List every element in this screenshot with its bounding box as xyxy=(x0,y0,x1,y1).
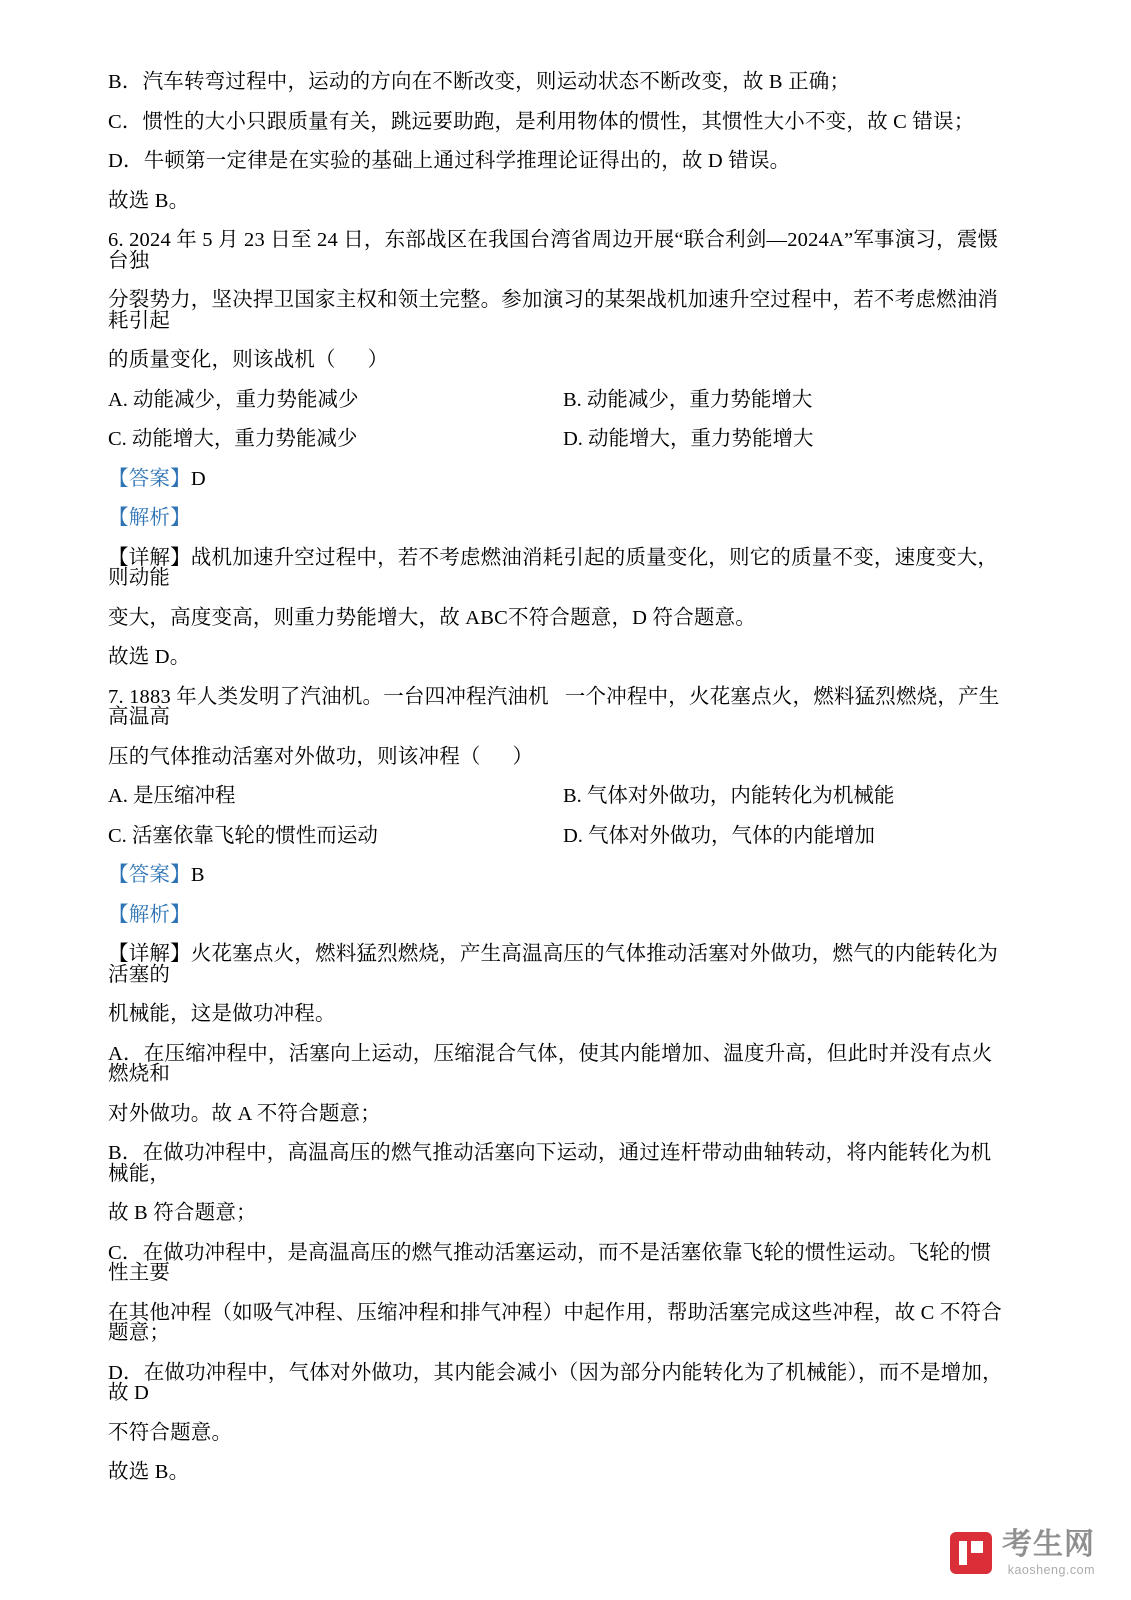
q6-answer-value: D xyxy=(190,467,206,490)
q7-stem-line-1: 7. 1883 年人类发明了汽油机。一台四冲程汽油机 一个冲程中，火花塞点火，燃料猛烈燃烧，产生高温高 xyxy=(108,685,1000,728)
q7-explain-c-line-2: 在其他冲程（如吸气冲程、压缩冲程和排气冲程）中起作用，帮助活塞完成这些冲程，故 C 不符合题意； xyxy=(108,1301,1002,1344)
q7-conclusion-text: 故选 B。 xyxy=(108,1461,190,1483)
q7-explain-b xyxy=(108,1143,1011,1224)
q5-option-d xyxy=(108,151,1011,172)
q7-conclusion xyxy=(108,1462,1011,1483)
q5-option-b-text: B．汽车转弯过程中，运动的方向在不断改变，则运动状态不断改变，故 B 正确； xyxy=(108,71,851,93)
q7-options-row-1 xyxy=(108,786,1011,807)
q6-options-row-1 xyxy=(108,390,1011,411)
q7-explain-b-line-2: 故 B 符合题意； xyxy=(108,1202,257,1224)
q7-answer xyxy=(108,865,1011,886)
q6-option-c: C. 动能增大，重力势能减少 xyxy=(108,428,358,450)
q5-option-c-text: C．惯性的大小只跟质量有关，跳远要助跑，是利用物体的惯性，其惯性大小不变，故 C 错误； xyxy=(108,110,975,133)
q6-stem-line-1: 6. 2024 年 5 月 23 日至 24 日，东部战区在我国台湾省周边开展“联合利剑—2024A”军事演习，震慑台独 xyxy=(108,229,999,272)
q5-conclusion-text: 故选 B。 xyxy=(108,189,190,212)
q5-option-d-text: D．牛顿第一定律是在实验的基础上通过科学推理论证得出的，故 D 错误。 xyxy=(108,150,791,172)
q7-detail-line-2: 机械能，这是做功冲程。 xyxy=(108,1003,336,1025)
q6-options-row-2 xyxy=(108,429,1011,450)
q7-explain-a xyxy=(108,1044,1011,1125)
watermark-text xyxy=(1002,1527,1095,1577)
q6-option-d: D. 动能增大，重力势能增大 xyxy=(563,428,814,450)
q6-detail-line-1: 【详解】战机加速升空过程中，若不考虑燃油消耗引起的质量变化，则它的质量不变，速度变大，则动能 xyxy=(108,546,999,589)
q7-analysis-label-row xyxy=(108,905,1011,926)
q6-stem-line-3: 的质量变化，则该战机（ ） xyxy=(108,349,389,371)
q7-explain-d xyxy=(108,1363,1011,1444)
q7-detail-line-1: 【详解】火花塞点火，燃料猛烈燃烧，产生高温高压的气体推动活塞对外做功，燃气的内能转化为活塞的 xyxy=(108,943,999,986)
q5-option-c xyxy=(108,112,1011,133)
q6-stem xyxy=(108,230,1011,371)
q7-stem xyxy=(108,687,1011,768)
watermark xyxy=(950,1527,1095,1577)
q6-conclusion-text: 故选 D。 xyxy=(108,646,191,668)
q7-explain-d-line-1: D．在做功冲程中，气体对外做功，其内能会减小（因为部分内能转化为了机械能），而不是增加，故 D xyxy=(108,1361,1003,1404)
q6-analysis-line xyxy=(108,508,1011,529)
q6-conclusion xyxy=(108,647,1011,668)
q6-stem-line-2: 分裂势力，坚决捍卫国家主权和领土完整。参加演习的某架战机加速升空过程中，若不考虑燃油消耗引起 xyxy=(108,289,999,332)
q7-explain-c xyxy=(108,1243,1011,1344)
q7-explain-d-line-2: 不符合题意。 xyxy=(108,1421,233,1444)
q7-explain-c-line-1: C．在做功冲程中，是高温高压的燃气推动活塞运动，而不是活塞依靠飞轮的惯性运动。飞轮的惯性主要 xyxy=(108,1241,992,1284)
q6-analysis-label: 【解析】 xyxy=(108,507,191,529)
q6-answer xyxy=(108,469,1011,490)
q6-option-a: A. 动能减少，重力势能减少 xyxy=(108,388,359,411)
q7-detail xyxy=(108,944,1011,1025)
q6-detail-line-2: 变大，高度变高，则重力势能增大，故 ABC不符合题意，D 符合题意。 xyxy=(108,606,757,629)
watermark-logo-icon xyxy=(950,1532,992,1574)
q7-explain-a-line-2: 对外做功。故 A 不符合题意； xyxy=(108,1102,381,1125)
watermark-en-text: kaosheng.com xyxy=(1007,1562,1095,1577)
q7-answer-value: B xyxy=(190,864,205,886)
q6-analysis-label-row xyxy=(108,508,1011,529)
q7-option-b: B. 气体对外做功，内能转化为机械能 xyxy=(563,785,895,807)
q5-option-b xyxy=(108,72,1011,93)
q6-answer-label: 【答案】 xyxy=(108,467,191,490)
q7-stem-line-2: 压的气体推动活塞对外做功，则该冲程（ ） xyxy=(108,745,534,768)
q6-detail xyxy=(108,548,1011,629)
q7-answer-line xyxy=(108,865,1011,886)
q7-explain-b-line-1: B．在做功冲程中，高温高压的燃气推动活塞向下运动，通过连杆带动曲轴转动，将内能转化为机械能， xyxy=(108,1142,992,1185)
q6-option-b: B. 动能减少，重力势能增大 xyxy=(563,388,813,411)
q7-analysis-label: 【解析】 xyxy=(108,903,191,926)
q7-options-row-2 xyxy=(108,826,1011,847)
watermark-cn-text: 考生网 xyxy=(1002,1527,1095,1561)
q7-explain-a-line-1: A．在压缩冲程中，活塞向上运动，压缩混合气体，使其内能增加、温度升高，但此时并没有点火燃烧和 xyxy=(108,1042,993,1085)
q7-analysis-line xyxy=(108,905,1011,926)
q7-option-d: D. 气体对外做功，气体的内能增加 xyxy=(563,824,876,847)
q6-answer-line xyxy=(108,469,1011,490)
q7-option-a: A. 是压缩冲程 xyxy=(108,785,236,807)
q5-conclusion xyxy=(108,191,1011,212)
q7-answer-label: 【答案】 xyxy=(108,864,191,886)
q7-option-c: C. 活塞依靠飞轮的惯性而运动 xyxy=(108,824,378,847)
